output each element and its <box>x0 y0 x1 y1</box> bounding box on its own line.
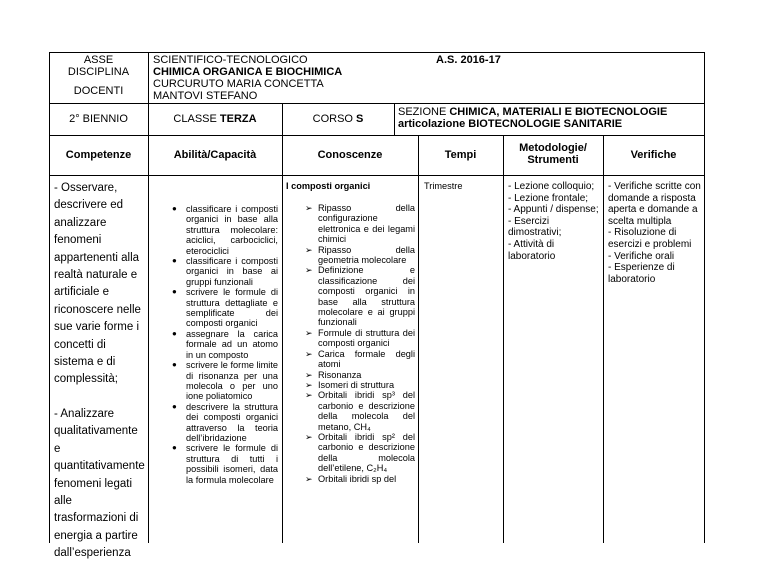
competenza-1: - Osservare, descrivere ed analizzare fenomeni appartenenti alla realtà naturale e artificiale e riconoscere nelle sue varie forme i concetti di sistema e di complessità; <box>54 182 141 386</box>
metodologia-item: - Lezione colloquio; <box>508 181 595 192</box>
conoscenza-text: Definizione e classificazione dei composti organici in base alla struttura molecolare e ai gruppi funzionali <box>318 265 415 328</box>
arrow-bullet-icon: ➢ <box>305 327 313 338</box>
col-header-competenze: Competenze <box>65 149 132 161</box>
col-sep-5 <box>603 135 604 543</box>
asse-label: ASSE <box>83 54 114 66</box>
tempi-value: Trimestre <box>424 181 463 191</box>
bullet-icon: ● <box>172 401 177 411</box>
docente-1: CURCURUTO MARIA CONCETTA <box>153 78 324 90</box>
competenza-2: - Analizzare qualitativamente e quantitativamente fenomeni legati alle trasformazioni di energia a partire dall’esperienza <box>54 407 145 560</box>
list-item <box>172 443 278 485</box>
list-item <box>172 204 278 256</box>
conoscenze-title: I composti organici <box>286 181 371 191</box>
school-year: A.S. 2016-17 <box>436 54 501 66</box>
right-border <box>704 52 705 543</box>
corso-cell <box>282 113 394 125</box>
list-item <box>305 327 415 349</box>
conoscenza-text: Orbitali ibridi sp² del carbonio e descrizione della molecola dell’etilene, C₂H₄ <box>318 431 415 474</box>
conoscenza-text: Orbitali ibridi sp del <box>318 473 397 484</box>
verifica-item: - Verifiche orali <box>608 250 675 262</box>
docente-2: MANTOVI STEFANO <box>153 90 258 102</box>
conoscenza-text: Risonanza <box>318 369 362 380</box>
arrow-bullet-icon: ➢ <box>305 244 313 255</box>
list-item <box>305 265 415 328</box>
verifica-item: - Risoluzione di esercizi e problemi <box>608 227 692 250</box>
arrow-bullet-icon: ➢ <box>305 369 313 380</box>
list-item <box>305 390 415 432</box>
classe-value: TERZA <box>219 113 257 125</box>
abilita-text: descrivere la struttura dei composti organici attraverso la teoria dell’ibridazione <box>186 401 278 443</box>
conoscenza-text: Ripasso della configurazione elettronica e dei legami chimici <box>318 203 415 245</box>
verifiche-cell <box>608 181 702 285</box>
abilita-cell <box>172 204 278 485</box>
corso-prefix: CORSO <box>312 113 353 125</box>
sezione-value: CHIMICA, MATERIALI E BIOTECNOLOGIE <box>449 106 668 118</box>
verifica-item: - Esperienze di laboratorio <box>608 262 675 285</box>
list-item <box>172 360 278 402</box>
docenti-label: DOCENTI <box>73 85 124 97</box>
bullet-icon: ● <box>172 204 177 213</box>
list-item <box>172 328 278 360</box>
metodologia-item: - Appunti / dispense; <box>508 204 599 216</box>
arrow-bullet-icon: ➢ <box>305 203 313 213</box>
arrow-bullet-icon: ➢ <box>305 473 313 484</box>
col-sep-1 <box>148 135 149 543</box>
sezione-prefix: SEZIONE <box>398 106 447 118</box>
arrow-bullet-icon: ➢ <box>305 348 313 359</box>
list-item <box>305 431 415 474</box>
list-item <box>305 244 415 266</box>
disciplina-value: CHIMICA ORGANICA E BIOCHIMICA <box>153 66 343 78</box>
abilita-text: scrivere le formule di struttura dettagliate e semplificate dei composti organici <box>186 287 278 329</box>
disciplina-label: DISCIPLINA <box>67 66 130 78</box>
col-sep-2 <box>282 135 283 543</box>
bullet-icon: ● <box>172 256 177 266</box>
list-item <box>305 369 415 380</box>
conoscenza-text: Formule di struttura dei composti organici <box>318 327 415 349</box>
left-border <box>49 52 50 543</box>
col-header-abilita: Abilità/Capacità <box>173 149 257 161</box>
metodologie-cell <box>508 181 602 262</box>
list-item <box>305 203 415 245</box>
list-item <box>172 287 278 329</box>
arrow-bullet-icon: ➢ <box>305 379 313 390</box>
metodologia-item: - Esercizi dimostrativi; <box>508 215 562 239</box>
conoscenza-text: Carica formale degli atomi <box>318 348 415 370</box>
metodologia-item: - Attività di laboratorio <box>508 238 556 262</box>
conoscenza-text: Ripasso della geometria molecolare <box>318 244 415 266</box>
abilita-text: scrivere le forme limite di risonanza per una molecola o per uno ione poliatomico <box>186 360 278 402</box>
conoscenza-text: Orbitali ibridi sp³ del carbonio e descrizione della molecola del metano, CH₄ <box>318 390 415 432</box>
col-sep-4 <box>503 135 504 543</box>
col-header-metodologie: Metodologie/ Strumenti <box>519 142 587 166</box>
abilita-text: scrivere le formule di struttura di tutti i possibili isomeri, data la formula molecolare <box>186 443 278 485</box>
list-item <box>305 379 415 390</box>
corso-value: S <box>356 113 364 125</box>
list-item <box>172 256 278 287</box>
abilita-text: classificare i composti organici in base alla struttura molecolare: aciclici, carbociclici, eterociclici <box>186 204 278 256</box>
verifica-item: - Verifiche scritte con domande a risposta aperta e domande a scelta multipla <box>608 181 701 227</box>
bullet-icon: ● <box>172 443 177 453</box>
list-item <box>305 473 415 484</box>
bullet-icon: ● <box>172 287 177 297</box>
col-sep-3 <box>418 135 419 543</box>
metodologia-item: - Lezione frontale; <box>508 192 589 204</box>
bullet-icon: ● <box>172 328 177 338</box>
list-item <box>172 401 278 444</box>
arrow-bullet-icon: ➢ <box>305 265 313 276</box>
list-item <box>305 348 415 370</box>
col-header-verifiche: Verifiche <box>630 149 677 161</box>
arrow-bullet-icon: ➢ <box>305 431 313 442</box>
abilita-text: assegnare la carica formale ad un atomo in un composto <box>186 328 278 360</box>
classe-prefix: CLASSE <box>173 113 217 125</box>
bullet-icon: ● <box>172 360 177 370</box>
conoscenze-cell <box>305 203 415 484</box>
conoscenza-text: Isomeri di struttura <box>318 379 395 390</box>
asse-value: SCIENTIFICO-TECNOLOGICO <box>153 54 308 66</box>
abilita-text: classificare i composti organici in base ai gruppi funzionali <box>186 256 278 287</box>
corso-sezione-sep <box>394 103 395 135</box>
classe-cell <box>148 113 282 125</box>
arrow-bullet-icon: ➢ <box>305 390 313 401</box>
col-header-conoscenze: Conoscenze <box>317 149 383 161</box>
col-header-tempi: Tempi <box>444 149 477 161</box>
articolazione: articolazione BIOTECNOLOGIE SANITARIE <box>398 118 623 130</box>
sezione-line <box>398 106 667 118</box>
biennio-label: 2° BIENNIO <box>69 113 128 125</box>
competenze-cell <box>54 180 145 563</box>
